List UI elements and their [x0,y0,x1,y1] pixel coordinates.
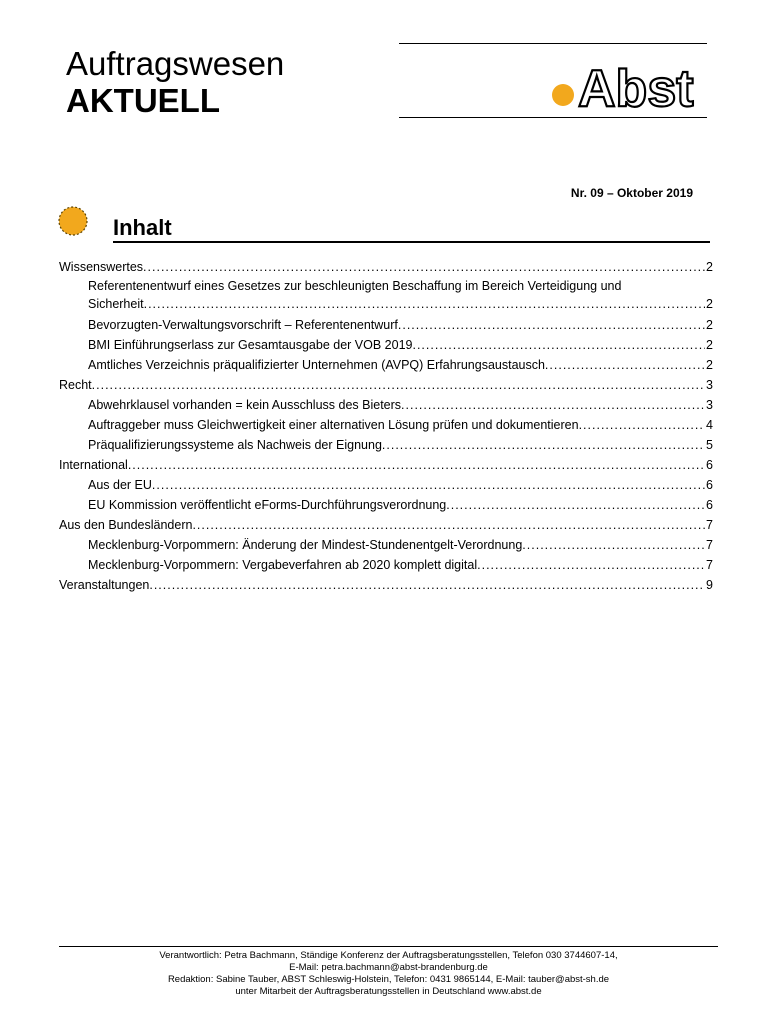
toc-entry-label: Wissenswertes [59,260,144,274]
dot-leader [401,395,705,415]
footer-email: E-Mail: petra.bachmann@abst-brandenburg.de [289,962,488,973]
table-of-contents [59,257,713,595]
logo-text: Abst [578,60,694,112]
toc-page-number: 7 [706,538,713,552]
toc-entry-wissenswertes[interactable] [59,257,713,277]
toc-page-number: 2 [706,260,713,274]
toc-page-number: 6 [706,478,713,492]
toc-page-number: 7 [706,518,713,532]
toc-entry-mv-digital[interactable] [59,555,713,575]
footer-editorial: Redaktion: Sabine Tauber, ABST Schleswig-Holstein, Telefon: 0431 9865144, E-Mail: tauber@abst-sh.de [167,974,610,985]
dot-leader [522,535,705,555]
dot-leader [382,435,705,455]
footer-rule [59,946,718,947]
toc-entry-label: Veranstaltungen [59,578,150,592]
title-line-2: AKTUELL [66,82,220,119]
toc-entry-label: Aus der EU [88,478,152,492]
issue-number: Nr. 09 – Oktober 2019 [570,186,693,200]
toc-page-number: 6 [706,458,713,472]
toc-entry-label: BMI Einführungserlass zur Gesamtausgabe der VOB 2019 [88,338,413,352]
toc-entry-abwehrklausel[interactable] [59,395,713,415]
toc-page-number: 3 [706,378,713,392]
toc-entry-label: Referentenentwurf eines Gesetzes zur beschleunigten Beschaffung im Bereich Verteidigung und [88,279,622,293]
toc-entry-label: Aus den Bundesländern [59,518,193,532]
dot-leader [144,295,705,313]
footer-responsible: Verantwortlich: Petra Bachmann, Ständige Konferenz der Auftragsberatungsstellen, Telefon 030 3744607-14, [159,950,618,961]
toc-entry-label: Bevorzugten-Verwaltungsvorschrift – Referentenentwurf [88,318,398,332]
toc-entry-mv-mindestentgelt[interactable] [59,535,713,555]
toc-entry-label: International [59,458,128,472]
dot-leader [152,475,705,495]
toc-entry-label: Abwehrklausel vorhanden = kein Ausschluss des Bieters [88,398,402,412]
dot-leader [412,335,705,355]
toc-entry-label: Präqualifizierungssysteme als Nachweis der Eignung [88,438,382,452]
toc-page-number: 3 [706,398,713,412]
toc-page-number: 2 [706,318,713,332]
toc-entry-referentenentwurf-gesetz[interactable] [59,277,713,315]
toc-entry-bevorzugten-verwaltungsvorschrift[interactable] [59,315,713,335]
logo-rule-top [399,43,707,44]
toc-page-number: 2 [706,358,713,372]
toc-entry-international[interactable] [59,455,713,475]
toc-page-number: 9 [706,578,713,592]
dot-leader [128,455,705,475]
dot-leader [477,555,705,575]
dot-leader [446,495,705,515]
dot-leader [92,375,705,395]
footer [59,950,718,998]
toc-entry-label: Mecklenburg-Vorpommern: Vergabeverfahren ab 2020 komplett digital [88,558,478,572]
dot-leader [192,515,705,535]
toc-page-number: 4 [706,418,713,432]
toc-entry-label: Auftraggeber muss Gleichwertigkeit einer alternativen Lösung prüfen und dokumentieren [88,418,579,432]
sun-icon [55,203,91,239]
toc-entry-veranstaltungen[interactable] [59,575,713,595]
toc-entry-avpq[interactable] [59,355,713,375]
toc-entry-label-continued: Sicherheit [88,297,144,311]
dot-leader [143,257,705,277]
toc-page-number: 6 [706,498,713,512]
toc-entry-bmi-einfuehrungserlass[interactable] [59,335,713,355]
toc-entry-aus-der-eu[interactable] [59,475,713,495]
toc-page-number: 7 [706,558,713,572]
logo-rule-bottom [399,117,707,118]
abst-logo [548,52,698,112]
dot-leader [398,315,705,335]
toc-entry-label: Recht [59,378,92,392]
toc-page-number: 2 [706,297,713,311]
toc-entry-recht[interactable] [59,375,713,395]
toc-entry-label: EU Kommission veröffentlicht eForms-Durchführungsverordnung [88,498,447,512]
dot-leader [579,415,705,435]
dot-leader [545,355,705,375]
toc-entry-bundeslaender[interactable] [59,515,713,535]
toc-entry-praequalifizierungssysteme[interactable] [59,435,713,455]
toc-page-number: 2 [706,338,713,352]
dot-leader [149,575,705,595]
footer-collaboration: unter Mitarbeit der Auftragsberatungsstellen in Deutschland www.abst.de [235,986,542,997]
toc-entry-eforms[interactable] [59,495,713,515]
toc-heading: Inhalt [113,215,710,243]
toc-entry-label: Mecklenburg-Vorpommern: Änderung der Mindest-Stundenentgelt-Verordnung [88,538,523,552]
title-line-1: Auftragswesen [66,45,285,82]
toc-page-number: 5 [706,438,713,452]
toc-entry-label: Amtliches Verzeichnis präqualifizierter Unternehmen (AVPQ) Erfahrungsaustausch [88,358,545,372]
toc-entry-gleichwertigkeit[interactable] [59,415,713,435]
